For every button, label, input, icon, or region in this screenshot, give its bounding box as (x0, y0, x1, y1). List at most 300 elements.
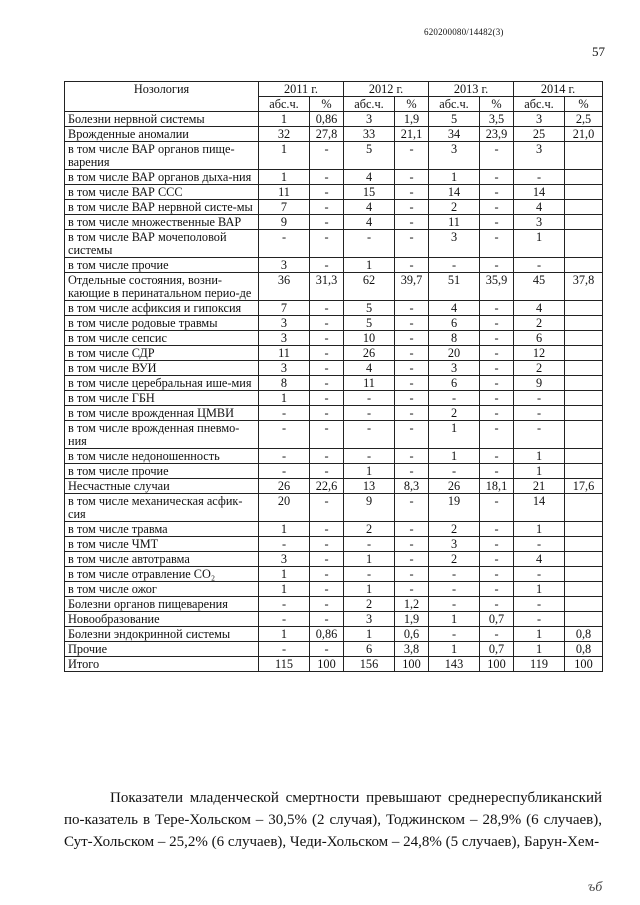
cell-percent (565, 258, 603, 273)
cell-abs-count: 20 (259, 494, 310, 522)
table-row (65, 346, 603, 361)
cell-percent: - (310, 200, 344, 215)
table-row (65, 597, 603, 612)
cell-abs-count: 1 (514, 464, 565, 479)
cell-percent: 100 (395, 657, 429, 672)
table-row (65, 200, 603, 215)
row-nosology-name: Несчастные случаи (65, 479, 259, 494)
cell-percent: - (310, 142, 344, 170)
table-row (65, 361, 603, 376)
cell-percent (565, 391, 603, 406)
cell-abs-count: 4 (514, 552, 565, 567)
cell-abs-count: - (429, 627, 480, 642)
cell-percent: 21,1 (395, 127, 429, 142)
cell-abs-count: 3 (429, 537, 480, 552)
cell-abs-count: - (429, 567, 480, 582)
cell-abs-count: 3 (429, 361, 480, 376)
cell-abs-count: - (259, 449, 310, 464)
table-row (65, 273, 603, 301)
cell-percent: 100 (565, 657, 603, 672)
cell-percent: - (395, 346, 429, 361)
cell-abs-count: - (259, 406, 310, 421)
cell-abs-count: - (429, 597, 480, 612)
cell-abs-count: 3 (259, 331, 310, 346)
cell-percent: 39,7 (395, 273, 429, 301)
cell-percent: - (310, 215, 344, 230)
cell-abs-count: 1 (514, 449, 565, 464)
cell-percent: 1,9 (395, 112, 429, 127)
row-nosology-name: в том числе сепсис (65, 331, 259, 346)
cell-percent: - (480, 464, 514, 479)
cell-percent: - (310, 230, 344, 258)
cell-abs-count: 4 (344, 170, 395, 185)
cell-percent: 22,6 (310, 479, 344, 494)
row-nosology-name: в том числе врожденная пневмо-ния (65, 421, 259, 449)
cell-percent: 0,7 (480, 612, 514, 627)
cell-abs-count: - (514, 258, 565, 273)
row-nosology-name: в том числе ожог (65, 582, 259, 597)
cell-abs-count: 1 (514, 627, 565, 642)
cell-percent: 1,9 (395, 612, 429, 627)
cell-abs-count: - (344, 421, 395, 449)
cell-percent: 0,8 (565, 627, 603, 642)
cell-abs-count: 2 (514, 316, 565, 331)
cell-abs-count: 1 (259, 142, 310, 170)
cell-abs-count: 4 (344, 200, 395, 215)
cell-abs-count: - (259, 537, 310, 552)
cell-abs-count: 3 (514, 112, 565, 127)
cell-abs-count: 14 (429, 185, 480, 200)
cell-abs-count: 7 (259, 301, 310, 316)
cell-abs-count: 8 (429, 331, 480, 346)
cell-percent: - (395, 537, 429, 552)
table-row (65, 127, 603, 142)
cell-abs-count: 1 (344, 627, 395, 642)
row-nosology-name: Врожденные аномалии (65, 127, 259, 142)
cell-abs-count: 3 (429, 230, 480, 258)
cell-abs-count: 9 (514, 376, 565, 391)
cell-abs-count: 119 (514, 657, 565, 672)
table-row (65, 642, 603, 657)
table-row (65, 170, 603, 185)
cell-percent: 3,5 (480, 112, 514, 127)
cell-abs-count: 1 (514, 582, 565, 597)
handwritten-page-mark: ъб (588, 880, 603, 895)
cell-percent (565, 612, 603, 627)
cell-percent: - (480, 346, 514, 361)
table-row (65, 567, 603, 582)
cell-abs-count: 11 (429, 215, 480, 230)
cell-abs-count: 1 (429, 449, 480, 464)
subheader-abs: абс.ч. (259, 97, 310, 112)
cell-percent: - (310, 612, 344, 627)
cell-abs-count: 7 (259, 200, 310, 215)
header-year-2012: 2012 г. (344, 82, 429, 97)
cell-percent (565, 567, 603, 582)
table-row (65, 421, 603, 449)
subheader-pct: % (395, 97, 429, 112)
cell-percent: 1,2 (395, 597, 429, 612)
cell-percent: - (395, 258, 429, 273)
mortality-table (64, 81, 603, 672)
cell-percent: - (480, 376, 514, 391)
cell-abs-count: 1 (514, 230, 565, 258)
cell-abs-count: - (259, 230, 310, 258)
cell-abs-count: - (514, 406, 565, 421)
row-nosology-name: в том числе автотравма (65, 552, 259, 567)
cell-abs-count: 1 (259, 522, 310, 537)
row-nosology-name: в том числе множественные ВАР (65, 215, 259, 230)
cell-abs-count: 1 (259, 170, 310, 185)
row-nosology-name: в том числе ЧМТ (65, 537, 259, 552)
cell-percent: - (480, 552, 514, 567)
cell-abs-count: 3 (259, 552, 310, 567)
cell-abs-count: 34 (429, 127, 480, 142)
cell-percent: 100 (310, 657, 344, 672)
cell-abs-count: 1 (429, 421, 480, 449)
cell-percent (565, 522, 603, 537)
cell-percent: 0,7 (480, 642, 514, 657)
cell-abs-count: 9 (259, 215, 310, 230)
cell-abs-count: 3 (259, 316, 310, 331)
cell-percent: - (310, 346, 344, 361)
cell-abs-count: - (429, 391, 480, 406)
subheader-pct: % (565, 97, 603, 112)
cell-abs-count: - (514, 612, 565, 627)
header-year-2011: 2011 г. (259, 82, 344, 97)
cell-percent: - (480, 215, 514, 230)
table-row (65, 657, 603, 672)
cell-abs-count: - (344, 406, 395, 421)
cell-percent: 27,8 (310, 127, 344, 142)
cell-percent (565, 406, 603, 421)
cell-abs-count: 5 (429, 112, 480, 127)
cell-percent: - (395, 449, 429, 464)
cell-abs-count: 3 (259, 258, 310, 273)
row-nosology-name: в том числе прочие (65, 464, 259, 479)
cell-percent: - (480, 567, 514, 582)
cell-abs-count: 1 (429, 170, 480, 185)
cell-abs-count: 115 (259, 657, 310, 672)
table-row (65, 142, 603, 170)
cell-abs-count: 4 (344, 215, 395, 230)
cell-percent (565, 582, 603, 597)
cell-percent: - (310, 185, 344, 200)
cell-abs-count: 26 (259, 479, 310, 494)
cell-percent: - (310, 464, 344, 479)
cell-percent: - (310, 258, 344, 273)
row-nosology-name: в том числе недоношенность (65, 449, 259, 464)
cell-abs-count: - (514, 421, 565, 449)
cell-percent: - (395, 582, 429, 597)
cell-abs-count: - (429, 582, 480, 597)
cell-percent: - (395, 170, 429, 185)
cell-percent: - (310, 361, 344, 376)
cell-percent: - (395, 215, 429, 230)
row-nosology-name: Болезни нервной системы (65, 112, 259, 127)
cell-percent: - (395, 361, 429, 376)
cell-percent: - (480, 142, 514, 170)
cell-percent: - (480, 582, 514, 597)
cell-abs-count: 2 (429, 406, 480, 421)
row-nosology-name: в том числе ВАР нервной систе-мы (65, 200, 259, 215)
cell-percent: - (310, 522, 344, 537)
cell-abs-count: 3 (344, 612, 395, 627)
table-row (65, 479, 603, 494)
cell-abs-count: - (259, 421, 310, 449)
cell-percent (565, 200, 603, 215)
cell-abs-count: - (344, 230, 395, 258)
cell-percent (565, 301, 603, 316)
cell-percent: - (395, 464, 429, 479)
cell-abs-count: 3 (344, 112, 395, 127)
cell-abs-count: 9 (344, 494, 395, 522)
cell-abs-count: 45 (514, 273, 565, 301)
subheader-abs: абс.ч. (344, 97, 395, 112)
cell-abs-count: - (259, 597, 310, 612)
row-nosology-name: в том числе прочие (65, 258, 259, 273)
cell-abs-count: 14 (514, 185, 565, 200)
cell-percent (565, 185, 603, 200)
cell-abs-count: 1 (259, 112, 310, 127)
cell-percent: 23,9 (480, 127, 514, 142)
cell-abs-count: - (514, 597, 565, 612)
subheader-pct: % (310, 97, 344, 112)
cell-percent: - (310, 170, 344, 185)
cell-percent: - (310, 421, 344, 449)
row-nosology-name: в том числе ВАР ССС (65, 185, 259, 200)
row-nosology-name: Итого (65, 657, 259, 672)
subheader-pct: % (480, 97, 514, 112)
cell-abs-count: 15 (344, 185, 395, 200)
cell-percent: - (480, 597, 514, 612)
row-nosology-name: Прочие (65, 642, 259, 657)
cell-abs-count: 19 (429, 494, 480, 522)
cell-percent: - (310, 567, 344, 582)
cell-percent: - (480, 185, 514, 200)
cell-percent: - (310, 582, 344, 597)
cell-percent: - (480, 627, 514, 642)
cell-abs-count: 32 (259, 127, 310, 142)
cell-abs-count: 4 (514, 301, 565, 316)
cell-percent: - (395, 331, 429, 346)
cell-abs-count: 1 (429, 642, 480, 657)
cell-abs-count: 156 (344, 657, 395, 672)
table-row (65, 316, 603, 331)
cell-abs-count: 3 (514, 142, 565, 170)
cell-abs-count: - (259, 642, 310, 657)
subheader-abs: абс.ч. (514, 97, 565, 112)
cell-abs-count: 26 (429, 479, 480, 494)
cell-abs-count: 6 (344, 642, 395, 657)
cell-abs-count: 12 (514, 346, 565, 361)
cell-percent: 0,86 (310, 112, 344, 127)
table-row (65, 301, 603, 316)
row-nosology-name: Болезни эндокринной системы (65, 627, 259, 642)
cell-abs-count: 5 (344, 316, 395, 331)
table-row (65, 258, 603, 273)
cell-abs-count: - (514, 567, 565, 582)
cell-percent: - (395, 301, 429, 316)
cell-abs-count: - (514, 170, 565, 185)
cell-percent: - (480, 406, 514, 421)
cell-abs-count: 143 (429, 657, 480, 672)
cell-percent: 21,0 (565, 127, 603, 142)
cell-percent: - (480, 494, 514, 522)
cell-percent (565, 361, 603, 376)
cell-abs-count: 1 (259, 567, 310, 582)
cell-abs-count: 26 (344, 346, 395, 361)
cell-percent (565, 142, 603, 170)
row-nosology-name: Отдельные состояния, возни-кающие в перинатальном перио-де (65, 273, 259, 301)
cell-abs-count: 51 (429, 273, 480, 301)
cell-percent (565, 376, 603, 391)
body-paragraph: Показатели младенческой смертности превышают среднереспубликанский по-казатель в Тере-Хольском – 30,5% (2 случая), Тоджинском – 28,9% (6 случаев), Сут-Хольском – 25,2% (6 случаев), Чеди-Хольском – 24,8% (5 случаев), Барун-Хем- (64, 790, 602, 850)
cell-percent: - (480, 200, 514, 215)
cell-percent: - (310, 316, 344, 331)
cell-percent (565, 421, 603, 449)
cell-abs-count: 21 (514, 479, 565, 494)
row-nosology-name: в том числе врожденная ЦМВИ (65, 406, 259, 421)
cell-abs-count: 4 (514, 200, 565, 215)
row-nosology-name: в том числе ГБН (65, 391, 259, 406)
cell-abs-count: - (259, 464, 310, 479)
cell-abs-count: 11 (344, 376, 395, 391)
cell-abs-count: 33 (344, 127, 395, 142)
cell-percent: - (395, 421, 429, 449)
cell-abs-count: - (429, 258, 480, 273)
cell-abs-count: - (344, 449, 395, 464)
table-row (65, 449, 603, 464)
table-header-row (65, 82, 603, 97)
cell-percent: - (395, 522, 429, 537)
cell-percent: - (395, 185, 429, 200)
cell-percent: - (480, 361, 514, 376)
cell-percent: - (480, 301, 514, 316)
cell-percent (565, 537, 603, 552)
cell-percent: - (480, 170, 514, 185)
row-nosology-name: в том числе механическая асфик-сия (65, 494, 259, 522)
cell-percent: - (480, 537, 514, 552)
table-row (65, 522, 603, 537)
table-row (65, 215, 603, 230)
cell-percent: 8,3 (395, 479, 429, 494)
cell-abs-count: 1 (259, 627, 310, 642)
page-number: 57 (592, 44, 605, 59)
cell-abs-count: - (514, 537, 565, 552)
cell-percent: 100 (480, 657, 514, 672)
cell-abs-count: 6 (514, 331, 565, 346)
header-nosology: Нозология (65, 82, 259, 112)
table-row (65, 331, 603, 346)
cell-percent: 2,5 (565, 112, 603, 127)
cell-abs-count: - (344, 567, 395, 582)
row-nosology-name: в том числе травма (65, 522, 259, 537)
cell-percent: - (480, 258, 514, 273)
cell-abs-count: 1 (344, 552, 395, 567)
cell-percent: - (310, 406, 344, 421)
cell-percent (565, 170, 603, 185)
row-nosology-name: в том числе родовые травмы (65, 316, 259, 331)
cell-abs-count: 2 (429, 200, 480, 215)
cell-abs-count: 36 (259, 273, 310, 301)
row-nosology-name: в том числе ВАР органов дыха-ния (65, 170, 259, 185)
cell-percent (565, 464, 603, 479)
cell-percent: 37,8 (565, 273, 603, 301)
cell-percent: - (395, 406, 429, 421)
table-row (65, 627, 603, 642)
cell-abs-count: 3 (429, 142, 480, 170)
cell-percent: 3,8 (395, 642, 429, 657)
cell-percent: - (310, 537, 344, 552)
cell-abs-count: 13 (344, 479, 395, 494)
header-year-2014: 2014 г. (514, 82, 603, 97)
cell-percent: - (395, 567, 429, 582)
cell-percent: - (480, 391, 514, 406)
header-year-2013: 2013 г. (429, 82, 514, 97)
cell-abs-count: 10 (344, 331, 395, 346)
cell-percent: - (310, 552, 344, 567)
cell-abs-count: - (429, 464, 480, 479)
cell-abs-count: 11 (259, 346, 310, 361)
row-nosology-name: в том числе СДР (65, 346, 259, 361)
subheader-abs: абс.ч. (429, 97, 480, 112)
cell-percent: - (395, 391, 429, 406)
cell-abs-count: 2 (344, 522, 395, 537)
table-row (65, 230, 603, 258)
cell-percent: - (310, 391, 344, 406)
cell-abs-count: 62 (344, 273, 395, 301)
table-row (65, 185, 603, 200)
cell-percent (565, 494, 603, 522)
cell-percent (565, 449, 603, 464)
cell-abs-count: 6 (429, 316, 480, 331)
cell-abs-count: 14 (514, 494, 565, 522)
cell-abs-count: 1 (344, 464, 395, 479)
cell-percent: - (310, 597, 344, 612)
cell-percent (565, 552, 603, 567)
document-id: 620200080/14482(3) (424, 27, 504, 37)
row-nosology-name: в том числе церебральная ише-мия (65, 376, 259, 391)
table-row (65, 612, 603, 627)
cell-abs-count: 20 (429, 346, 480, 361)
cell-percent: - (395, 316, 429, 331)
cell-abs-count: 2 (429, 522, 480, 537)
cell-percent: - (395, 230, 429, 258)
table-row (65, 464, 603, 479)
cell-abs-count: 5 (344, 301, 395, 316)
cell-abs-count: 1 (259, 391, 310, 406)
table-row (65, 537, 603, 552)
row-nosology-name: в том числе отравление СО₂ (65, 567, 259, 582)
cell-percent: - (480, 522, 514, 537)
cell-abs-count: 1 (429, 612, 480, 627)
cell-percent (565, 346, 603, 361)
row-nosology-name: Новообразование (65, 612, 259, 627)
cell-abs-count: 1 (514, 642, 565, 657)
cell-percent: 35,9 (480, 273, 514, 301)
cell-abs-count: 2 (514, 361, 565, 376)
table-row (65, 376, 603, 391)
cell-abs-count: 2 (429, 552, 480, 567)
table-row (65, 391, 603, 406)
cell-abs-count: 4 (344, 361, 395, 376)
cell-percent: - (480, 316, 514, 331)
cell-abs-count: 3 (259, 361, 310, 376)
cell-percent: - (310, 331, 344, 346)
table-row (65, 112, 603, 127)
cell-percent: - (480, 449, 514, 464)
